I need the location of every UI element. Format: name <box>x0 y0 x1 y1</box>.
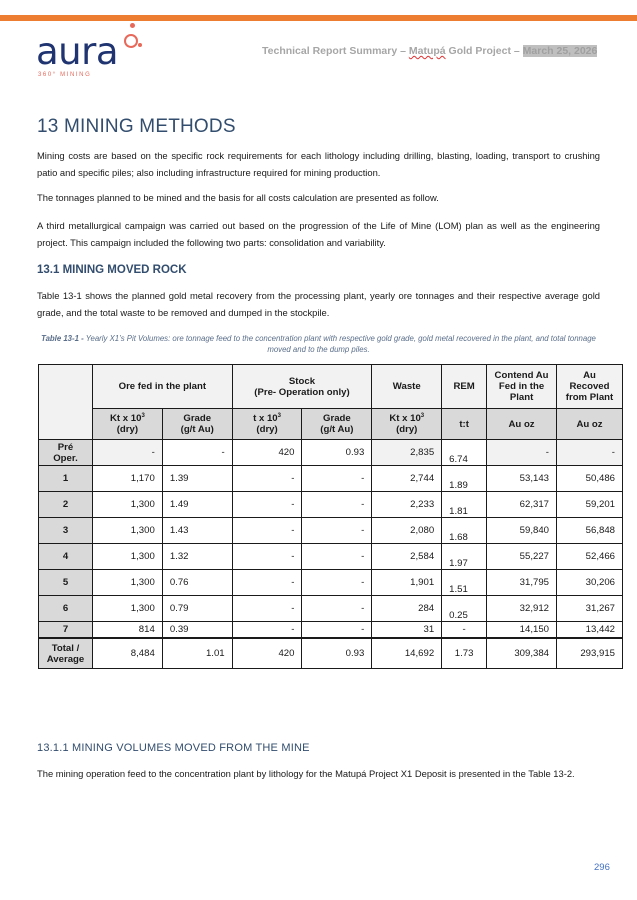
header-project-name: Matupá <box>408 45 446 57</box>
table-caption <box>37 333 600 355</box>
company-logo <box>36 26 146 82</box>
caption-label: Table 13-1 - <box>41 334 84 343</box>
cell-ore-kt: 1,300 <box>92 596 162 622</box>
logo-tagline: 360° MINING <box>38 72 92 78</box>
table-group-header-row <box>39 365 623 409</box>
cell-rem: 1.51 <box>442 570 487 596</box>
unit-exponent: 3 <box>420 412 425 419</box>
cell-contend: - <box>487 440 557 466</box>
cell-ore-grade: 0.39 <box>162 622 232 639</box>
paragraph-table-intro: Table 13-1 shows the planned gold metal recovery from the processing plant, yearly ore tonnages and their respective average gold grade, and the total waste to be removed and dumped in the stockpile. <box>37 290 600 318</box>
cell-waste: 1,901 <box>372 570 442 596</box>
cell-ore-grade: 1.01 <box>162 638 232 669</box>
cell-rem: 6.74 <box>442 440 487 466</box>
paragraph-lithology-feed: The mining operation feed to the concentration plant by lithology for the Matupá Project X1 Deposit is presented in the Table 13-2. <box>37 768 575 779</box>
cell-ore-kt: 1,300 <box>92 570 162 596</box>
cell-stock-grade: - <box>302 544 372 570</box>
cell-ore-kt: 1,300 <box>92 492 162 518</box>
paragraph-mining-costs: Mining costs are based on the specific rock requirements for each lithology including drilling, blasting, loading, transport to crushing patio and specific piles; also including infrastructure required for mining production. <box>37 150 600 178</box>
cell-waste: 2,744 <box>372 466 442 492</box>
header-stock-t <box>232 409 302 440</box>
header-ore-kt <box>92 409 162 440</box>
cell-stock-t: - <box>232 492 302 518</box>
table-row <box>39 596 623 622</box>
cell-recoved: 293,915 <box>557 638 623 669</box>
cell-stock-t: - <box>232 466 302 492</box>
header-rem: REM <box>442 365 487 409</box>
unit-label: Kt x 10 <box>389 413 421 425</box>
cell-waste: 31 <box>372 622 442 639</box>
paragraph-tonnages: The tonnages planned to be mined and the basis for all costs calculation are presented as follow. <box>37 192 439 203</box>
cell-stock-t: - <box>232 544 302 570</box>
logo-dot-icon <box>138 43 142 47</box>
unit-label: Grade <box>323 413 351 424</box>
cell-waste: 2,233 <box>372 492 442 518</box>
cell-stock-grade: - <box>302 622 372 639</box>
header-prefix: Technical Report Summary – <box>262 45 409 57</box>
row-label: 4 <box>39 544 93 570</box>
cell-stock-grade: - <box>302 596 372 622</box>
cell-recoved: 59,201 <box>557 492 623 518</box>
cell-recoved: - <box>557 440 623 466</box>
cell-ore-kt: 1,170 <box>92 466 162 492</box>
unit-qualifier: (dry) <box>256 424 278 436</box>
header-waste-kt <box>372 409 442 440</box>
cell-ore-grade: 1.32 <box>162 544 232 570</box>
section-heading: 13 MINING METHODS <box>37 116 236 137</box>
cell-waste: 2,835 <box>372 440 442 466</box>
cell-ore-kt: 8,484 <box>92 638 162 669</box>
subsubsection-heading: 13.1.1 MINING VOLUMES MOVED FROM THE MINE <box>37 742 310 754</box>
cell-contend: 31,795 <box>487 570 557 596</box>
cell-stock-t: 420 <box>232 638 302 669</box>
row-label: 6 <box>39 596 93 622</box>
cell-recoved: 52,466 <box>557 544 623 570</box>
cell-ore-kt: 1,300 <box>92 518 162 544</box>
unit-qualifier: (dry) <box>396 424 418 436</box>
cell-stock-t: - <box>232 596 302 622</box>
cell-contend: 53,143 <box>487 466 557 492</box>
unit-qualifier: (g/t Au) <box>320 424 354 435</box>
cell-rem: - <box>442 622 487 639</box>
page-number: 296 <box>594 862 610 873</box>
table-row <box>39 570 623 596</box>
unit-exponent: 3 <box>277 412 281 419</box>
cell-ore-grade: 1.49 <box>162 492 232 518</box>
cell-stock-grade: - <box>302 518 372 544</box>
cell-stock-grade: - <box>302 466 372 492</box>
cell-stock-t: 420 <box>232 440 302 466</box>
unit-exponent: 3 <box>141 412 145 419</box>
header-rem-unit: t:t <box>442 409 487 440</box>
unit-label: Grade <box>183 413 212 424</box>
cell-stock-grade: 0.93 <box>302 638 372 669</box>
pit-volumes-table <box>38 364 623 669</box>
header-stock-grade <box>302 409 372 440</box>
cell-recoved: 56,848 <box>557 518 623 544</box>
header-contend-unit: Au oz <box>487 409 557 440</box>
cell-stock-grade: 0.93 <box>302 440 372 466</box>
header-au-recoved: Au Recoved from Plant <box>557 365 623 409</box>
cell-waste: 2,584 <box>372 544 442 570</box>
cell-ore-kt: - <box>92 440 162 466</box>
header-stock-line1: Stock <box>288 375 316 387</box>
cell-rem: 1.73 <box>442 638 487 669</box>
row-label: 2 <box>39 492 93 518</box>
logo-ring-icon <box>124 34 138 48</box>
cell-rem: 0.25 <box>442 596 487 622</box>
row-label: 1 <box>39 466 93 492</box>
table-row <box>39 492 623 518</box>
cell-rem: 1.81 <box>442 492 487 518</box>
cell-ore-grade: 0.79 <box>162 596 232 622</box>
cell-contend: 55,227 <box>487 544 557 570</box>
cell-contend: 62,317 <box>487 492 557 518</box>
header-accent-bar <box>0 15 637 21</box>
cell-ore-kt: 814 <box>92 622 162 639</box>
header-contend-au: Contend Au Fed in the Plant <box>487 365 557 409</box>
cell-stock-grade: - <box>302 570 372 596</box>
cell-rem: 1.68 <box>442 518 487 544</box>
cell-stock-t: - <box>232 518 302 544</box>
cell-contend: 309,384 <box>487 638 557 669</box>
table-row <box>39 622 623 639</box>
row-label: 7 <box>39 622 93 639</box>
header-recoved-unit: Au oz <box>557 409 623 440</box>
cell-recoved: 50,486 <box>557 466 623 492</box>
unit-qualifier: (dry) <box>116 424 139 436</box>
cell-ore-grade: 0.76 <box>162 570 232 596</box>
cell-recoved: 30,206 <box>557 570 623 596</box>
header-waste: Waste <box>372 365 442 409</box>
table-row <box>39 440 623 466</box>
cell-ore-kt: 1,300 <box>92 544 162 570</box>
row-label: 3 <box>39 518 93 544</box>
cell-stock-t: - <box>232 570 302 596</box>
cell-stock-t: - <box>232 622 302 639</box>
table-row <box>39 518 623 544</box>
cell-waste: 14,692 <box>372 638 442 669</box>
paragraph-metallurgical-campaign: A third metallurgical campaign was carried out based on the progression of the Life of Mine (LOM) plan as well as the engineering project. This campaign included the following two parts: consolidation and variability. <box>37 220 600 248</box>
table-total-row <box>39 638 623 669</box>
header-mid: Gold Project – <box>445 45 523 57</box>
subsection-heading: 13.1 MINING MOVED ROCK <box>37 264 187 276</box>
row-label: Total / Average <box>39 638 93 669</box>
row-label: 5 <box>39 570 93 596</box>
header-ore-grade <box>162 409 232 440</box>
cell-waste: 284 <box>372 596 442 622</box>
unit-label: t x 10 <box>253 413 278 425</box>
cell-contend: 32,912 <box>487 596 557 622</box>
table-row <box>39 466 623 492</box>
logo-dot-icon <box>130 23 135 28</box>
table-row <box>39 544 623 570</box>
header-ore-fed: Ore fed in the plant <box>92 365 232 409</box>
cell-rem: 1.97 <box>442 544 487 570</box>
cell-stock-grade: - <box>302 492 372 518</box>
cell-ore-grade: 1.39 <box>162 466 232 492</box>
unit-qualifier: (g/t Au) <box>180 424 214 435</box>
running-header <box>262 45 597 57</box>
logo-wordmark: aura <box>36 30 119 73</box>
table-unit-header-row <box>39 409 623 440</box>
cell-waste: 2,080 <box>372 518 442 544</box>
header-corner-cell <box>39 365 93 440</box>
row-label: Pré Oper. <box>39 440 93 466</box>
header-stock-line2: (Pre- Operation only) <box>254 386 350 398</box>
unit-label: Kt x 10 <box>109 413 142 425</box>
cell-ore-grade: - <box>162 440 232 466</box>
cell-recoved: 31,267 <box>557 596 623 622</box>
cell-rem: 1.89 <box>442 466 487 492</box>
cell-contend: 14,150 <box>487 622 557 639</box>
cell-ore-grade: 1.43 <box>162 518 232 544</box>
cell-recoved: 13,442 <box>557 622 623 639</box>
caption-text: Yearly X1’s Pit Volumes: ore tonnage feed to the concentration plant with respective gold grade, gold metal recovered in the plant, and total tonnage moved and to the dump piles. <box>83 334 596 354</box>
cell-contend: 59,840 <box>487 518 557 544</box>
header-stock <box>232 365 372 409</box>
header-date: March 25, 2026 <box>522 45 598 57</box>
